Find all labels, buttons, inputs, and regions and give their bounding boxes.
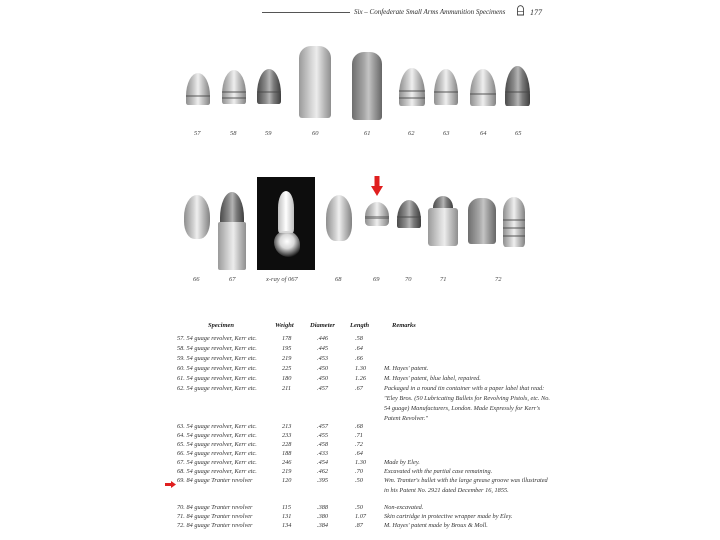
- caption-63: 63: [443, 130, 450, 137]
- caption-68: 68: [335, 276, 342, 283]
- specimen-66-image: [184, 195, 210, 239]
- caption-64: 64: [480, 130, 487, 137]
- specimen-59-image: [257, 69, 281, 104]
- caption-65: 65: [515, 130, 522, 137]
- table-row: 69. 84 guage Tranter revolver 120 .395 .50 Wm. Tranter's bullet with the large grease groove was illustrated in his Patent No. 2921 dated December 16, 1855.: [177, 477, 548, 494]
- caption-57: 57: [194, 130, 201, 137]
- caption-58: 58: [230, 130, 237, 137]
- caption-72: 72: [495, 276, 502, 283]
- header-diameter: Diameter: [310, 322, 335, 329]
- red-arrow-icon: [371, 176, 383, 196]
- table-row: 58. 54 guage revolver, Kerr etc. 195 .445 .64: [177, 345, 363, 352]
- table-row: 72. 84 guage Tranter revolver 134 .384 .87 M. Hayes' patent made by Broux & Moll.: [177, 522, 488, 529]
- specimen-72b-image: [503, 197, 525, 247]
- caption-61: 61: [364, 130, 371, 137]
- specimen-70-image: [397, 200, 421, 228]
- caption-71: 71: [440, 276, 447, 283]
- specimen-71-image: [428, 196, 458, 248]
- specimen-69-image: [365, 202, 389, 226]
- specimen-61-image: [350, 52, 384, 120]
- xray-image: [257, 177, 315, 270]
- specimen-64-image: [470, 69, 496, 106]
- caption-70: 70: [405, 276, 412, 283]
- caption-69: 69: [373, 276, 380, 283]
- table-row: 66. 54 guage revolver, Kerr etc. 188 .433 .64: [177, 450, 363, 457]
- table-row: 68. 54 guage revolver, Kerr etc. 219 .462 .70 Excavated with the partial case remaining.: [177, 468, 493, 475]
- header-length: Length: [350, 322, 370, 329]
- table-row: 67. 54 guage revolver, Kerr etc. 246 .454 1.30 Made by Eley.: [177, 459, 420, 466]
- specimen-58-image: [222, 70, 246, 104]
- specimen-57-image: [186, 73, 210, 105]
- specimen-72a-image: [468, 198, 496, 244]
- table-row: 71. 84 guage Tranter revolver 131 .380 1.07 Skin cartridge in protective wrapper made by Eley.: [177, 513, 513, 520]
- caption-60: 60: [312, 130, 319, 137]
- specimen-60-image: [296, 46, 334, 118]
- header-weight: Weight: [275, 322, 294, 329]
- header-specimen: Specimen: [208, 322, 234, 329]
- specimen-68-image: [326, 195, 352, 241]
- specimen-67-image: [218, 192, 246, 270]
- specimen-63-image: [434, 69, 458, 105]
- specimen-65-image: [505, 66, 530, 106]
- table-row: 59. 54 guage revolver, Kerr etc. 219 .453 .66: [177, 355, 363, 362]
- header-rule: [262, 12, 350, 13]
- caption-xray: x-ray of 067: [266, 276, 298, 283]
- caption-62: 62: [408, 130, 415, 137]
- table-row: 62. 54 guage revolver, Kerr etc. 211 .457 .67 Packaged in a round tin container with a paper label that read: "Eley Bros. (50 Lubricating Bullets for Revolving Pistols, etc. No. 54 guage) Manufacturers, London. Made Expressly for Kerr's Patent Revolver.": [177, 385, 550, 422]
- specimen-62-image: [399, 68, 425, 106]
- table-row: 61. 54 guage revolver, Kerr etc. 180 .450 1.26 M. Hayes' patent, blue label, repaired.: [177, 375, 481, 382]
- page-number: 177: [530, 8, 542, 17]
- cartridge-icon: [516, 5, 525, 16]
- table-row: 57. 54 guage revolver, Kerr etc. 178 .446 .58: [177, 335, 363, 342]
- running-head: Six – Confederate Small Arms Ammunition Specimens: [354, 8, 506, 16]
- caption-67: 67: [229, 276, 236, 283]
- table-row: 70. 84 guage Tranter revolver 115 .388 .50 Non-excavated.: [177, 504, 424, 511]
- header-remarks: Remarks: [392, 322, 416, 329]
- table-row: 60. 54 guage revolver, Kerr etc. 225 .450 1.30 M. Hayes' patent.: [177, 365, 429, 372]
- table-row: 64. 54 guage revolver, Kerr etc. 233 .455 .71: [177, 432, 363, 439]
- table-row: 65. 54 guage revolver, Kerr etc. 228 .458 .72: [177, 441, 363, 448]
- caption-59: 59: [265, 130, 272, 137]
- table-row: 63. 54 guage revolver, Kerr etc. 213 .457 .68: [177, 423, 363, 430]
- caption-66: 66: [193, 276, 200, 283]
